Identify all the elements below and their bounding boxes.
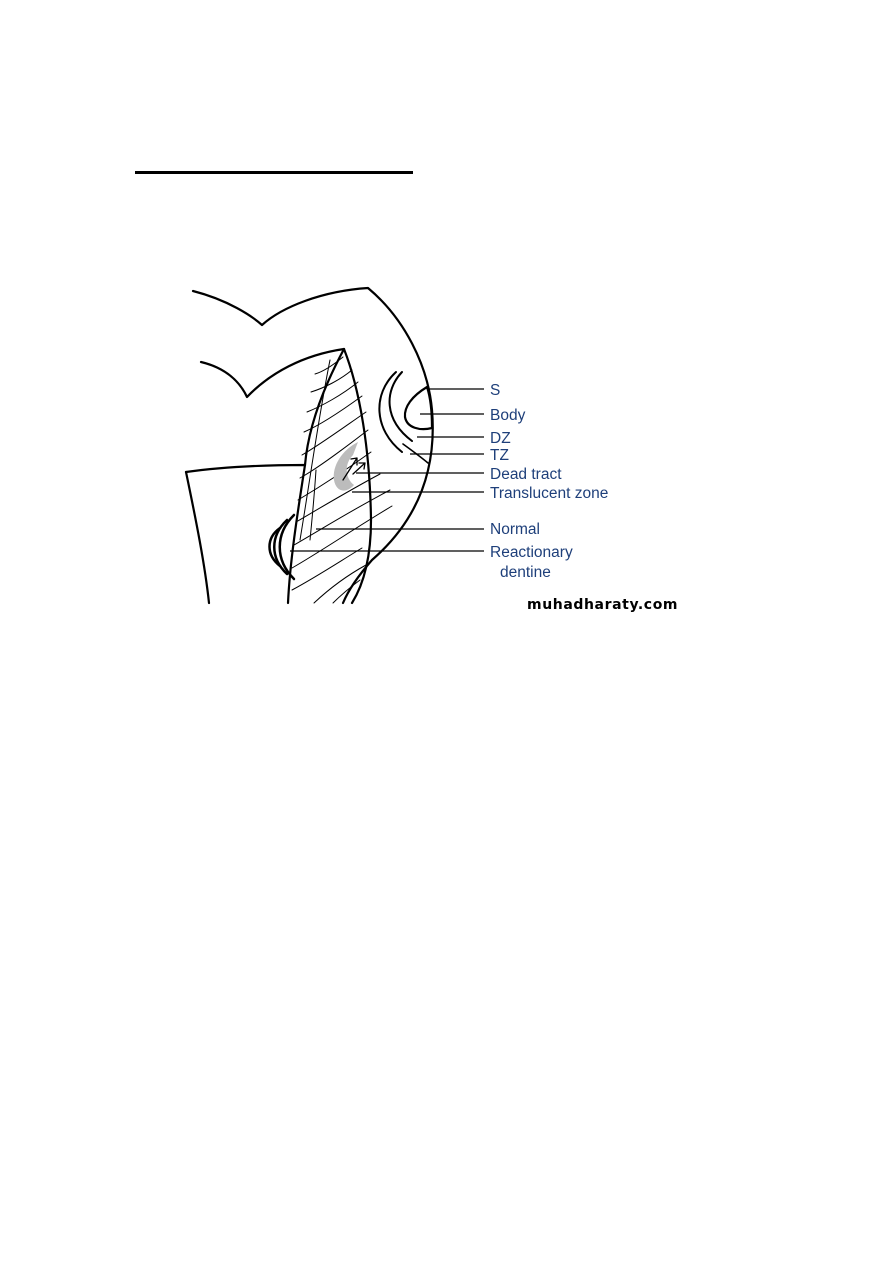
dentine-left-boundary (305, 349, 344, 465)
caries-lesion (379, 372, 432, 463)
label-reactionary-line2: dentine (500, 564, 551, 581)
label-body: Body (490, 407, 526, 424)
lesion-body (405, 387, 432, 429)
dz-arc-inner (390, 372, 412, 441)
label-translucent-zone: Translucent zone (490, 485, 609, 502)
tubule-vertical (310, 470, 316, 540)
pulp-left-wall (186, 472, 209, 603)
leader-lines (290, 389, 484, 551)
tubule (302, 412, 366, 455)
label-tz: TZ (490, 447, 509, 464)
tubule (314, 565, 366, 603)
tubule (292, 548, 362, 590)
label-reactionary-line1: Reactionary (490, 544, 573, 561)
label-dead-tract: Dead tract (490, 466, 562, 483)
label-s: S (490, 382, 501, 399)
label-dz: DZ (490, 430, 511, 447)
pulp-horn-outline (186, 465, 305, 603)
label-normal: Normal (490, 521, 540, 538)
tubule (307, 382, 358, 412)
watermark-text: muhadharaty.com (527, 597, 679, 613)
dead-tract-shading (334, 442, 358, 491)
